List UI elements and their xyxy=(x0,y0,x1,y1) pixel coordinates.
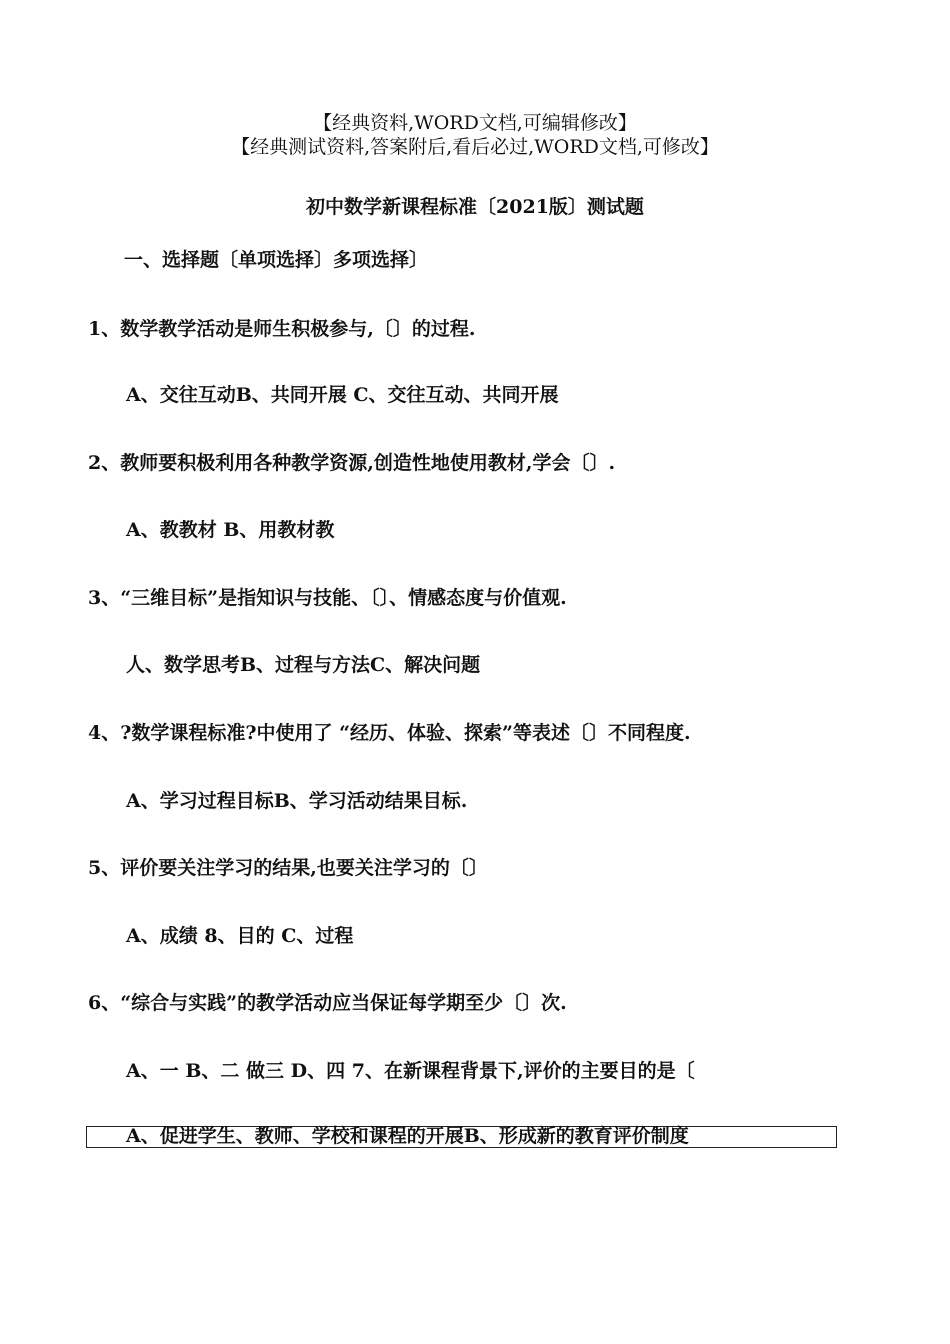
question-6: 6、“综合与实践”的教学活动应当保证每学期至少〔〕次. xyxy=(88,992,567,1014)
boxed-answer-row xyxy=(86,1126,837,1148)
question-1: 1、数学教学活动是师生积极参与,〔〕的过程. xyxy=(88,318,476,340)
header-line-1: 【经典资料,WORD文档,可编辑修改】 xyxy=(313,112,637,134)
document-title: 初中数学新课程标准〔2021版〕测试题 xyxy=(306,196,644,218)
header-line-2: 【经典测试资料,答案附后,看后必过,WORD文档,可修改】 xyxy=(231,136,719,158)
question-4-options: A、学习过程目标B、学习活动结果目标. xyxy=(126,790,468,812)
question-5: 5、评价要关注学习的结果,也要关注学习的〔〕 xyxy=(88,857,488,879)
question-5-options: A、成绩 8、目的 C、过程 xyxy=(126,925,354,947)
question-1-options: A、交往互动B、共同开展 C、交往互动、共同开展 xyxy=(126,384,559,406)
question-3: 3、“三维目标”是指知识与技能、〔〕、情感态度与价值观. xyxy=(88,587,567,609)
section-heading: 一、选择题〔单项选择〕多项选择〕 xyxy=(124,249,429,271)
question-4: 4、?数学课程标准?中使用了 “经历、体验、探索”等表述〔〕不同程度. xyxy=(88,722,691,744)
question-3-options: 人、数学思考B、过程与方法C、解决问题 xyxy=(126,654,481,676)
question-2-options: A、教教材 B、用教材教 xyxy=(126,519,335,541)
question-6-options: A、一 B、二 做三 D、四 7、在新课程背景下,评价的主要目的是〔 xyxy=(126,1060,695,1082)
question-2: 2、教师要积极利用各种教学资源,创造性地使用教材,学会〔〕. xyxy=(88,452,616,474)
boxed-answer-text: A、促进学生、教师、学校和课程的开展B、形成新的教育评价制度 xyxy=(126,1125,689,1147)
